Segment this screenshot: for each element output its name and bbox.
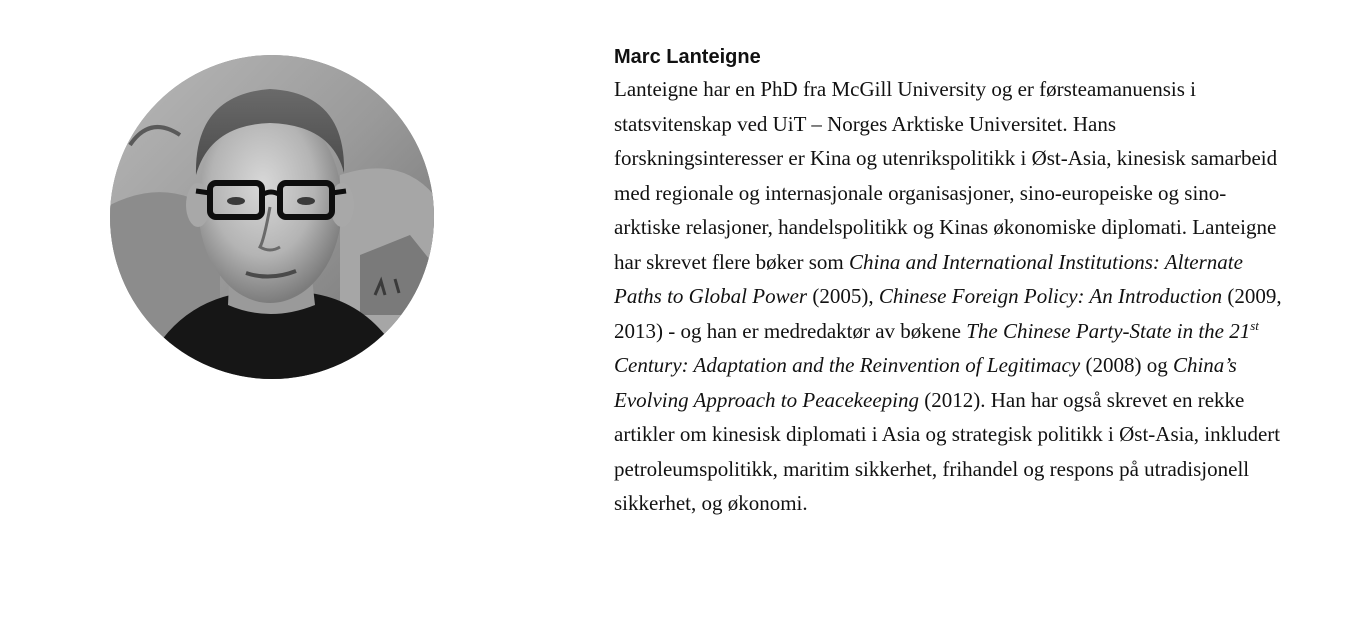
bio-block (614, 42, 1284, 521)
book-title-china-institutions: China and International Institutions: Alternate Paths to Global Power (614, 249, 1243, 308)
bio-intro: Lanteigne har en PhD fra McGill University og er førsteamanuensis i statsvitenskap ved UiT – Norges Arktiske Universitet. Hans forskningsinteresser er Kina og utenrikspolitikk i Øst-Asia, kinesisk samarbeid med regionale og internasjonale organisasjoner, sino-europeiske og sino-arktiske relasjoner, handelspolitikk og Kinas økonomiske diplomati. Lanteigne har skrevet flere bøker som (614, 77, 1278, 274)
book-title-chinese-foreign-policy: Chinese Foreign Policy: An Introduction (878, 284, 1223, 308)
bio-paragraph (614, 72, 1284, 521)
bio-book3-year: (2008) og (1080, 353, 1173, 377)
book3-title-superscript: st (1250, 317, 1259, 333)
book-title-peacekeeping: China’s Evolving Approach to Peacekeeping (614, 353, 1237, 412)
bio-book2-year: (2009, 2013) - og han er medredaktør av bøkene (614, 284, 1282, 343)
person-name: Marc Lanteigne (614, 46, 761, 68)
book3-title-part1: The Chinese Party-State in the 21 (966, 318, 1251, 343)
book3-title-part2: Century: Adaptation and the Reinvention of Legitimacy (614, 353, 1081, 377)
bio-outro: (2012). Han har også skrevet en rekke artikler om kinesisk diplomati i Asia og strategisk politikk i Øst-Asia, inkludert petroleumspolitikk, maritim sikkerhet, frihandel og respons på utradisjonell sikkerhet, og økonomi. (614, 387, 1281, 515)
profile-photo (110, 55, 434, 379)
portrait-image (110, 55, 434, 379)
bio-book1-year: (2005), (807, 284, 879, 308)
